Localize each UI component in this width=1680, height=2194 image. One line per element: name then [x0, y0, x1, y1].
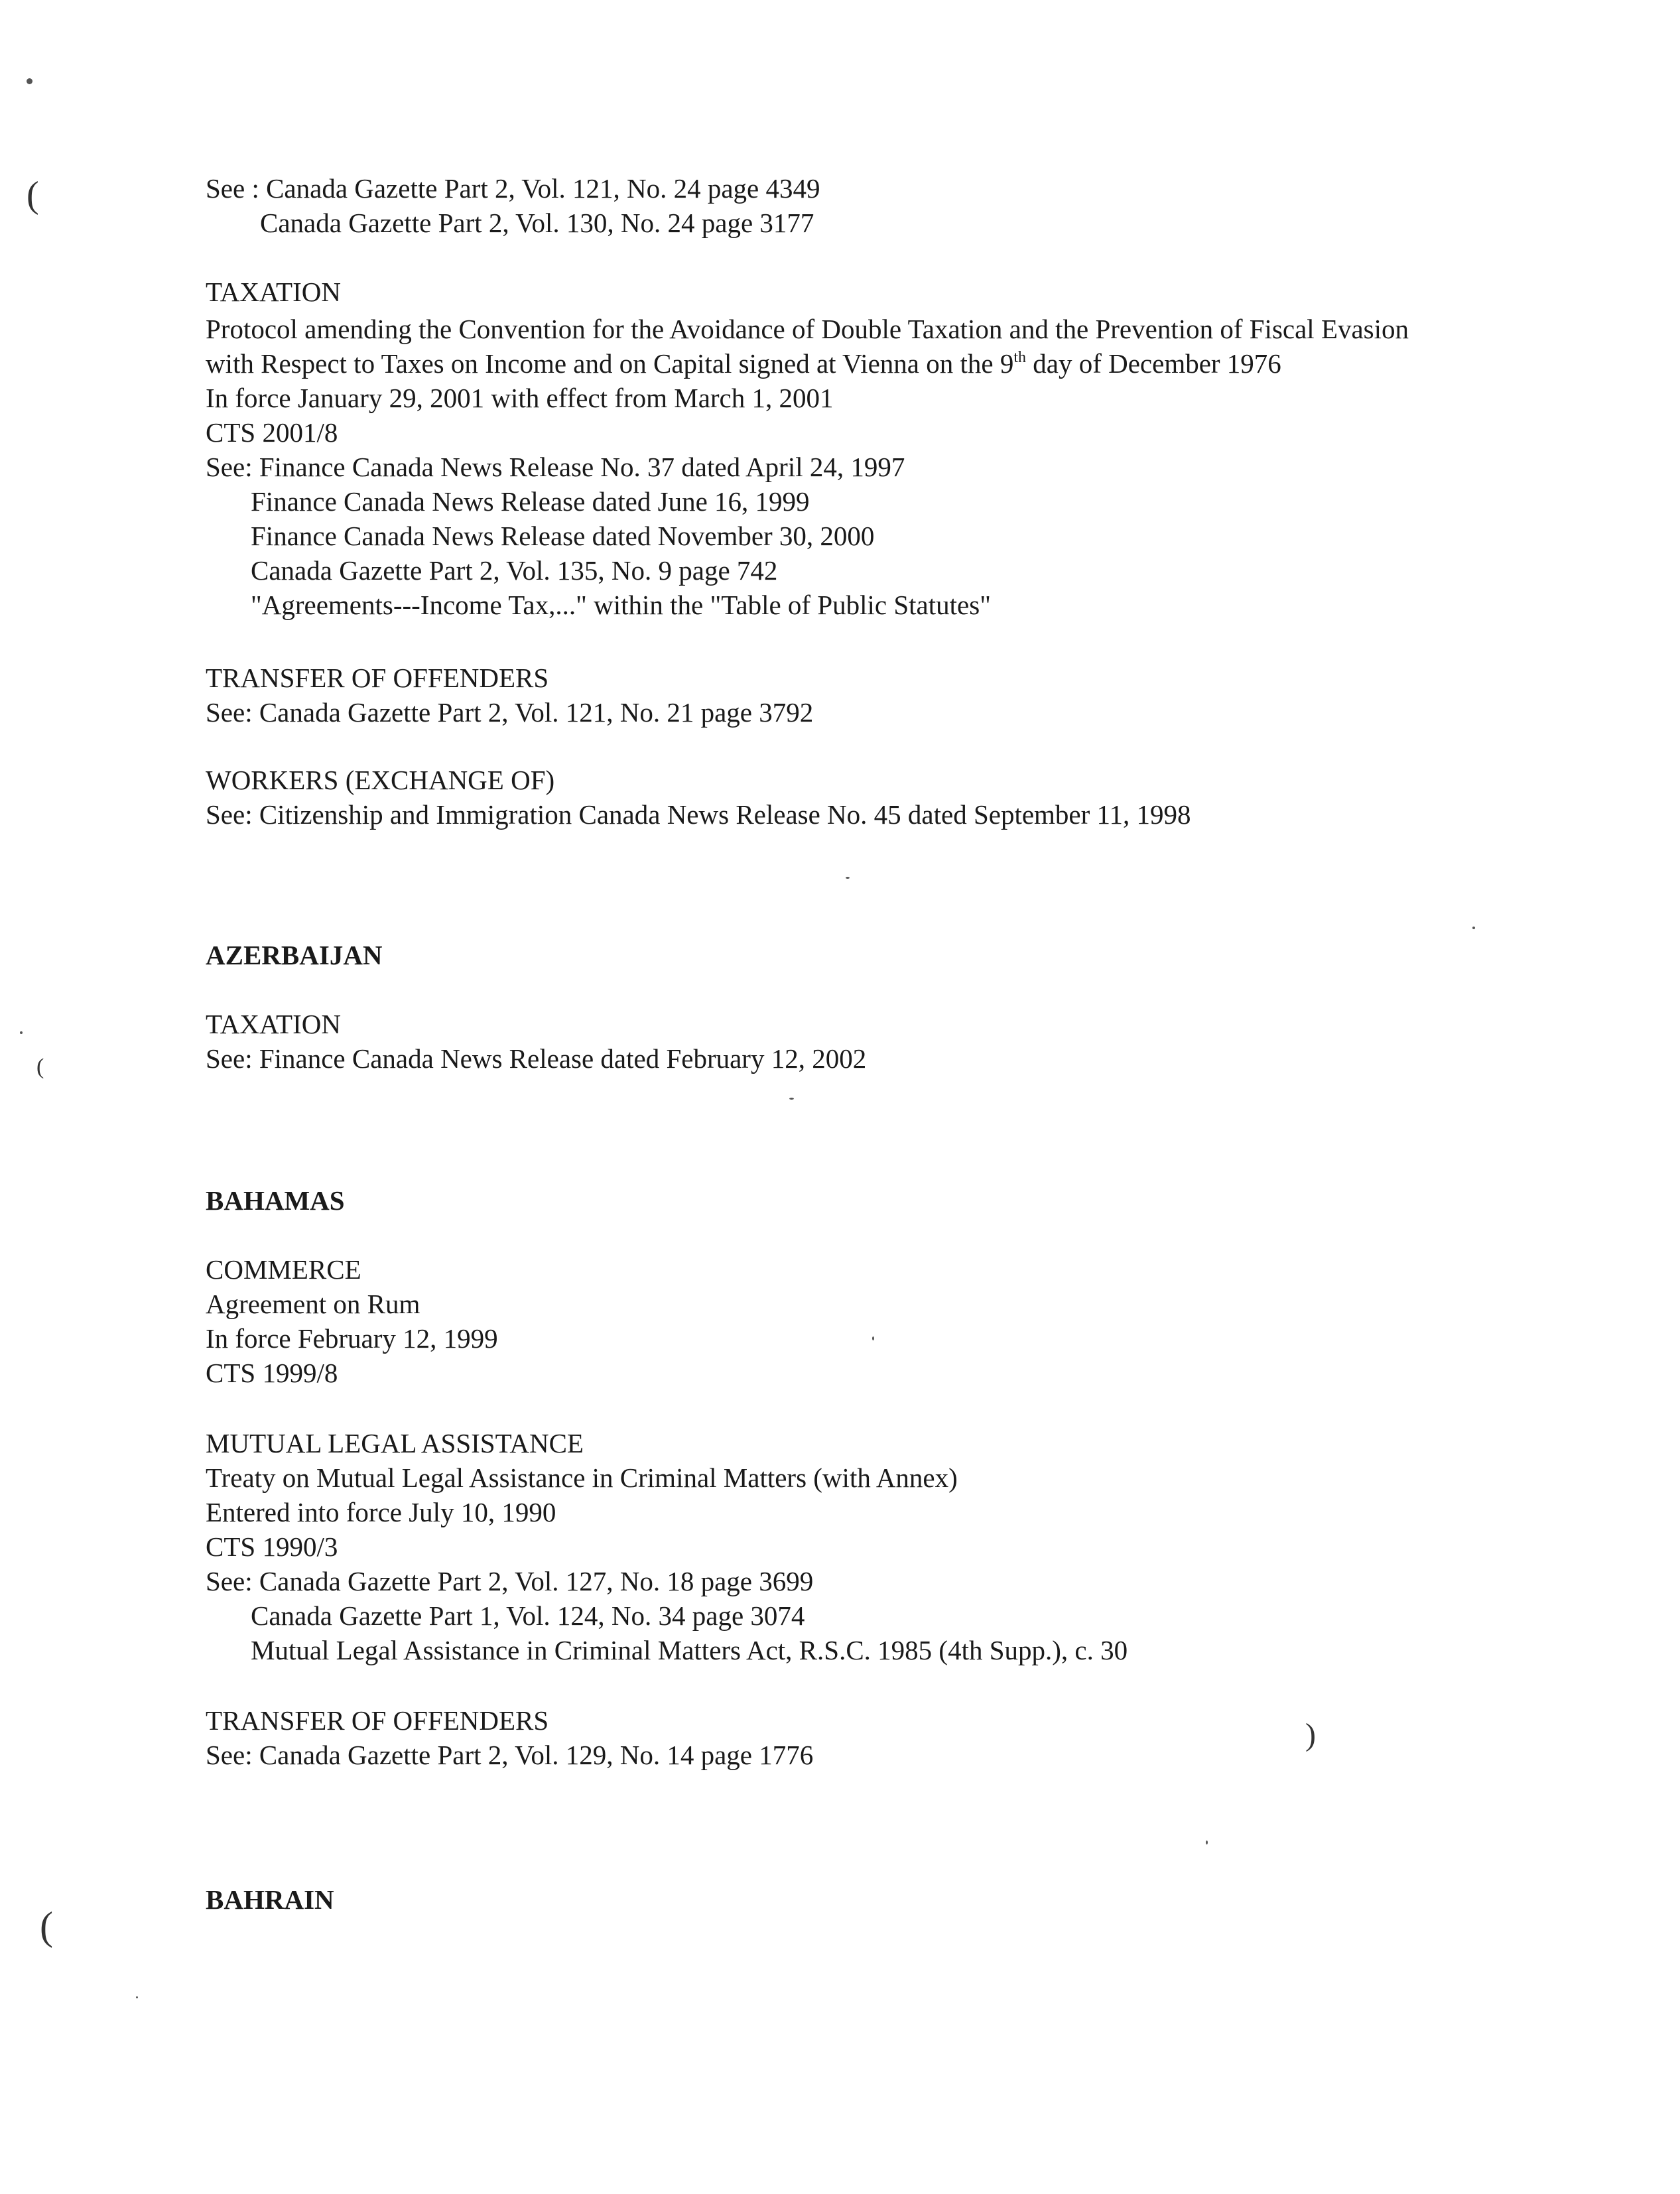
scan-speck — [872, 1336, 874, 1340]
bahamas-commerce-in-force: In force February 12, 1999 — [206, 1323, 498, 1354]
country-heading-bahamas: BAHAMAS — [206, 1185, 345, 1216]
austria-taxation-title-line-2 — [206, 346, 1281, 381]
austria-taxation-see-5: "Agreements---Income Tax,..." within the "Table of Public Statutes" — [251, 590, 991, 620]
austria-taxation-cts: CTS 2001/8 — [206, 417, 338, 448]
country-heading-bahrain: BAHRAIN — [206, 1884, 334, 1915]
azerbaijan-taxation-heading: TAXATION — [206, 1009, 341, 1039]
bahamas-mla-in-force: Entered into force July 10, 1990 — [206, 1497, 556, 1527]
bahamas-transfer-heading: TRANSFER OF OFFENDERS — [206, 1705, 549, 1736]
austria-taxation-title-superscript: th — [1013, 349, 1027, 366]
austria-taxation-title-line-2b: day of December 1976 — [1026, 348, 1281, 379]
country-heading-azerbaijan: AZERBAIJAN — [206, 940, 383, 970]
austria-see-line-2: Canada Gazette Part 2, Vol. 130, No. 24 page 3177 — [260, 208, 814, 238]
austria-transfer-heading: TRANSFER OF OFFENDERS — [206, 663, 549, 693]
bahamas-transfer-see: See: Canada Gazette Part 2, Vol. 129, No. 14 page 1776 — [206, 1740, 814, 1770]
austria-taxation-title-line-2a: with Respect to Taxes on Income and on Capital signed at Vienna on the 9 — [206, 348, 1014, 379]
austria-workers-heading: WORKERS (EXCHANGE OF) — [206, 765, 555, 795]
scan-speck — [846, 877, 850, 879]
bahamas-commerce-heading: COMMERCE — [206, 1254, 361, 1285]
bahamas-mla-see-2: Canada Gazette Part 1, Vol. 124, No. 34 page 3074 — [251, 1600, 805, 1631]
scan-speck — [27, 78, 32, 84]
scan-speck — [789, 1098, 794, 1100]
bahamas-mla-see-1: See: Canada Gazette Part 2, Vol. 127, No. 18 page 3699 — [206, 1566, 814, 1596]
scan-mark-left-paren: ( — [36, 1055, 44, 1079]
austria-taxation-see-4: Canada Gazette Part 2, Vol. 135, No. 9 page 742 — [251, 555, 778, 586]
bahamas-mla-heading: MUTUAL LEGAL ASSISTANCE — [206, 1428, 584, 1458]
bahamas-mla-see-3: Mutual Legal Assistance in Criminal Matters Act, R.S.C. 1985 (4th Supp.), c. 30 — [251, 1635, 1128, 1665]
bahamas-commerce-cts: CTS 1999/8 — [206, 1358, 338, 1388]
austria-taxation-see-2: Finance Canada News Release dated June 16, 1999 — [251, 486, 810, 517]
scan-mark-left-paren: ( — [40, 1904, 53, 1948]
scan-speck — [20, 1031, 23, 1034]
bahamas-commerce-title: Agreement on Rum — [206, 1289, 420, 1319]
bahamas-mla-cts: CTS 1990/3 — [206, 1531, 338, 1562]
scan-speck — [1206, 1840, 1208, 1844]
azerbaijan-taxation-see: See: Finance Canada News Release dated February 12, 2002 — [206, 1043, 867, 1074]
bahamas-mla-title: Treaty on Mutual Legal Assistance in Criminal Matters (with Annex) — [206, 1462, 958, 1493]
austria-workers-see: See: Citizenship and Immigration Canada News Release No. 45 dated September 11, 1998 — [206, 799, 1191, 830]
austria-taxation-title-line-1: Protocol amending the Convention for the Avoidance of Double Taxation and the Prevention of Fiscal Evasion — [206, 314, 1409, 344]
scan-speck — [136, 1996, 138, 1998]
scan-mark-right-paren: ) — [1305, 1717, 1316, 1752]
austria-taxation-in-force: In force January 29, 2001 with effect from March 1, 2001 — [206, 383, 834, 413]
austria-see-line-1: See : Canada Gazette Part 2, Vol. 121, No. 24 page 4349 — [206, 173, 820, 204]
scan-mark-left-paren: ( — [27, 174, 39, 216]
scan-speck — [1472, 927, 1475, 929]
austria-taxation-see-1: See: Finance Canada News Release No. 37 dated April 24, 1997 — [206, 452, 905, 482]
austria-taxation-heading: TAXATION — [206, 277, 341, 307]
austria-taxation-see-3: Finance Canada News Release dated November 30, 2000 — [251, 521, 875, 551]
austria-transfer-see: See: Canada Gazette Part 2, Vol. 121, No. 21 page 3792 — [206, 697, 814, 728]
